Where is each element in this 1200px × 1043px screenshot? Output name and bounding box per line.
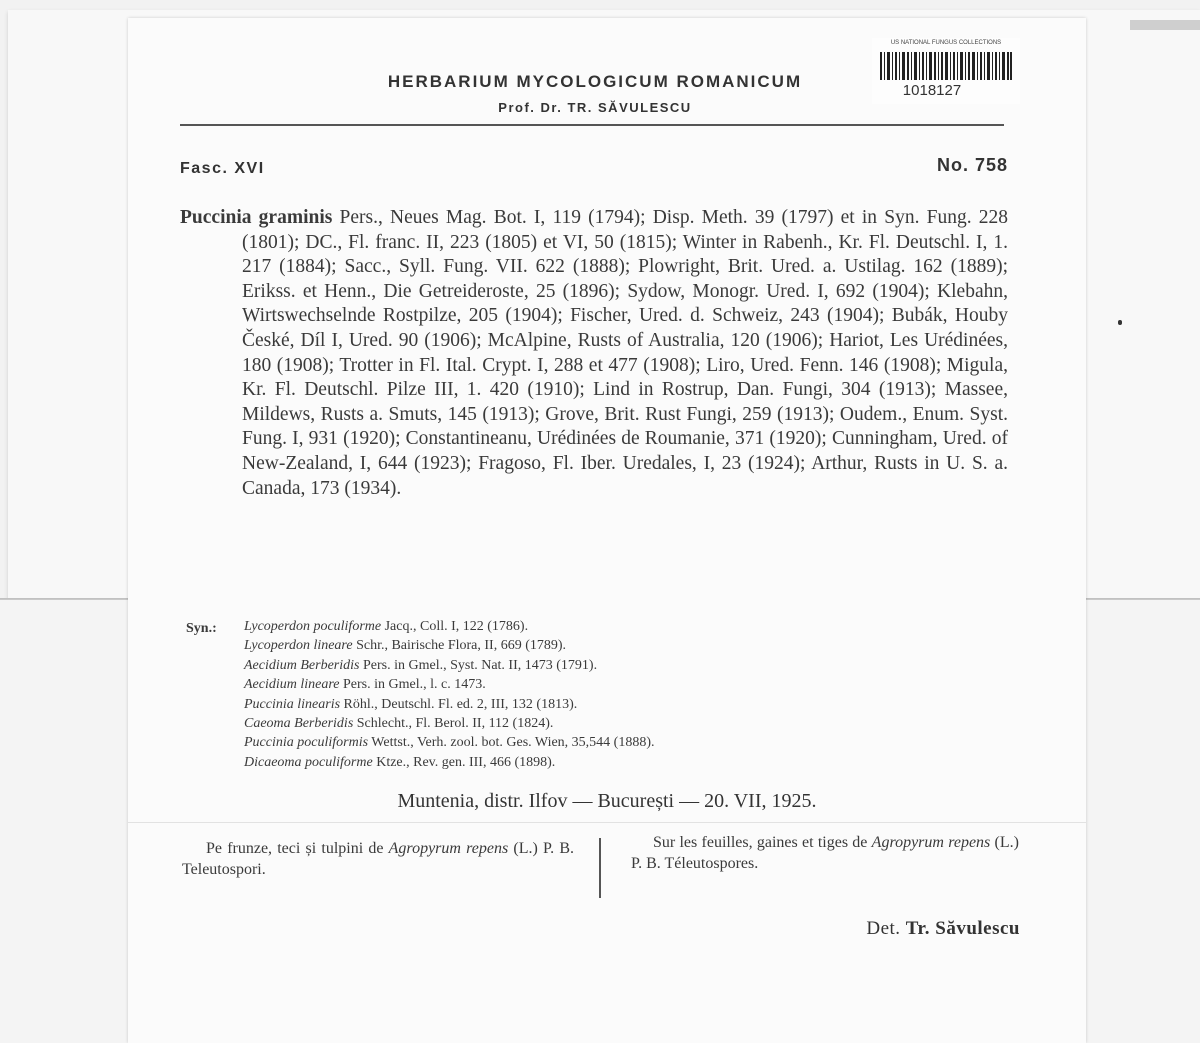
synonym-name: Lycoperdon lineare xyxy=(244,638,353,654)
synonym-name: Aecidium lineare xyxy=(244,677,340,693)
determiner-prefix: Det. xyxy=(866,918,906,939)
habitat-french xyxy=(631,832,1019,874)
species-name: Puccinia graminis xyxy=(180,207,333,228)
synonym-ref: Röhl., Deutschl. Fl. ed. 2, III, 132 (1813). xyxy=(340,696,578,712)
barcode-caption: US NATIONAL FUNGUS COLLECTIONS xyxy=(890,40,1002,46)
synonym-ref: Jacq., Coll. I, 122 (1786). xyxy=(381,619,529,634)
synonym-ref: Schlecht., Fl. Berol. II, 112 (1824). xyxy=(353,716,554,732)
synonym-item xyxy=(244,636,1004,655)
synonyms-list xyxy=(244,617,1004,772)
synonym-ref: Schr., Bairische Flora, II, 669 (1789). xyxy=(352,638,567,654)
habitat-ro-pre: Pe frunze, teci și tulpini de xyxy=(206,840,389,857)
habitat-ro-host: Agropyrum repens xyxy=(388,840,509,857)
herbarium-editor: Prof. Dr. TR. SĂVULESCU xyxy=(498,100,692,115)
barcode-sticker xyxy=(872,38,1020,104)
synonym-name: Puccinia linearis xyxy=(244,696,341,712)
habitat-fr-post: (L.) P. B. Téleutospores. xyxy=(631,834,1019,872)
synonym-name: Lycoperdon poculiforme xyxy=(244,619,382,634)
synonym-item xyxy=(244,695,1004,714)
barcode-number: 1018127 xyxy=(902,82,962,99)
synonym-ref: Pers. in Gmel., l. c. 1473. xyxy=(339,677,486,693)
habitat-ro-post: (L.) P. B. Teleutospori. xyxy=(182,840,574,878)
synonyms-label: Syn.: xyxy=(186,621,217,636)
herbarium-title: HERBARIUM MYCOLOGICUM ROMANICUM xyxy=(387,72,803,91)
synonym-ref: Ktze., Rev. gen. III, 466 (1898). xyxy=(372,754,556,770)
determiner-name: Tr. Săvulescu xyxy=(905,918,1020,939)
synonym-ref: Pers. in Gmel., Syst. Nat. II, 1473 (1791). xyxy=(359,657,598,673)
speck-mark xyxy=(1118,320,1122,325)
habitat-romanian xyxy=(182,838,574,880)
column-divider xyxy=(599,838,601,898)
section-divider xyxy=(128,822,1086,823)
collection-locality: Muntenia, distr. Ilfov — București — 20. VII, 1925. xyxy=(397,790,817,812)
synonym-item xyxy=(244,733,1004,752)
synonym-name: Caeoma Berberidis xyxy=(244,716,354,732)
synonym-item xyxy=(244,617,1004,636)
synonym-item xyxy=(244,753,1004,772)
determiner xyxy=(760,918,1020,940)
specimen-number: No. 758 xyxy=(936,155,1008,175)
habitat-fr-host: Agropyrum repens xyxy=(871,834,991,851)
habitat-fr-pre: Sur les feuilles, gaines et tiges de xyxy=(653,834,872,851)
envelope-flap xyxy=(1130,20,1200,30)
synonym-name: Puccinia poculiformis xyxy=(244,735,369,751)
synonym-item xyxy=(244,656,1004,675)
synonym-ref: Wettst., Verh. zool. bot. Ges. Wien, 35,544 (1888). xyxy=(368,735,655,751)
synonym-name: Aecidium Berberidis xyxy=(244,657,360,673)
synonym-item xyxy=(244,714,1004,733)
synonym-name: Dicaeoma poculiforme xyxy=(244,754,373,770)
synonym-item xyxy=(244,675,1004,694)
header-rule xyxy=(180,124,1004,126)
citation-text: Pers., Neues Mag. Bot. I, 119 (1794); Disp. Meth. 39 (1797) et in Syn. Fung. 228 (1801); DC., Fl. franc. II, 223 (1805) et VI, 50 (1815); Winter in Rabenh., Kr. Fl. Deutschl. I, 1. 217 (1884); Sacc., Syll. Fung. VII. 622 (1888); Plowright, Brit. Ured. a. Ustilag. 162 (1889); Erikss. et Henn., Die Getreideroste, 25 (1896); Sydow, Monogr. Ured. I, 692 (1904); Klebahn, Wirtswechselnde Rostpilze, 205 (1904); Fischer, Ured. d. Schweiz, 243 (1904); Bubák, Houby České, Díl I, Ured. 90 (1906); McAlpine, Rusts of Australia, 120 (1906); Hariot, Les Urédinées, 180 (1908); Trotter in Fl. Ital. Crypt. I, 288 et 477 (1908); Liro, Ured. Fenn. 146 (1908); Migula, Kr. Fl. Deutschl. Pilze III, 1. 420 (1910); Lind in Rostrup, Dan. Fungi, 304 (1913); Massee, Mildews, Rusts a. Smuts, 145 (1913); Grove, Brit. Rust Fungi, 259 (1913); Oudem., Enum. Syst. Fung. I, 931 (1920); Constantineanu, Urédinées de Roumanie, 371 (1920); Cunningham, Ured. of New-Zealand, I, 644 (1923); Fragoso, Fl. Iber. Uredales, I, 23 (1924); Arthur, Rusts in U. S. a. Canada, 173 (1934). xyxy=(242,207,1008,499)
fascicle-number: Fasc. XVI xyxy=(180,160,265,177)
species-citation xyxy=(180,206,1008,501)
